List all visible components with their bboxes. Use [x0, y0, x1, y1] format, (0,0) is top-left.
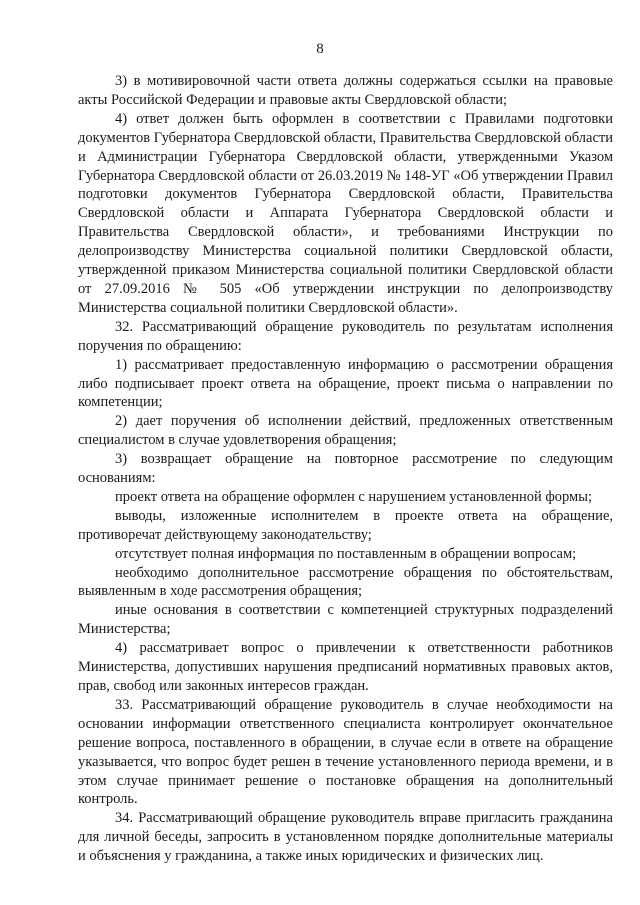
paragraph-ground-form-violation: проект ответа на обращение оформлен с нарушением установленной формы;: [115, 488, 592, 505]
paragraph-clause-32: 32. Рассматривающий обращение руководитель по результатам исполнения поручения по обращению:: [78, 318, 613, 354]
paragraph-ground-additional-review: необходимо дополнительное рассмотрение обращения по обстоятельствам, выявленным в ходе рассмотрения обращения;: [78, 564, 613, 600]
paragraph-item-4: 4) ответ должен быть оформлен в соответствии с Правилами подготовки документов Губернатора Свердловской области, Правительства Свердловской области и Администрации Губернатора Свердловской области, утвержденными Указом Губернатора Свердловской области от 26.03.2019 № 148-УГ «Об утверждении Правил подготовки документов Губернатора Свердловской области, Правительства Свердловской области и Аппарата Губернатора Свердловской области и Правительства Свердловской области», и требованиями Инструкции по делопроизводству Министерства социальной политики Свердловской области, утвержденной приказом Министерства социальной политики Свердловской области от 27.09.2016 № 505 «Об утверждении инструкции по делопроизводству Министерства социальной политики Свердловской области».: [78, 110, 613, 316]
page-number: 8: [316, 41, 324, 57]
paragraph-ground-contradiction: выводы, изложенные исполнителем в проекте ответа на обращение, противоречат действующему законодательству;: [78, 507, 613, 543]
paragraph-clause-32-item-1: 1) рассматривает предоставленную информацию о рассмотрении обращения либо подписывает проект ответа на обращение, проект письма о направлении по компетенции;: [78, 356, 613, 411]
document-body: [78, 72, 613, 866]
paragraph-ground-incomplete-info: отсутствует полная информация по поставленным в обращении вопросам;: [115, 545, 577, 562]
paragraph-ground-other: иные основания в соответствии с компетенцией структурных подразделений Министерства;: [78, 602, 613, 638]
paragraph-clause-32-item-2: 2) дает поручения об исполнении действий, предложенных ответственным специалистом в случае удовлетворения обращения;: [78, 413, 613, 449]
paragraph-clause-33: 33. Рассматривающий обращение руководитель в случае необходимости на основании информации ответственного специалиста контролирует окончательное решение вопроса, поставленного в обращении, в случае если в ответе на обращение указывается, что вопрос будет решен в течение установленного периода времени, и в этом случае принимает решение о постановке обращения на дополнительный контроль.: [78, 696, 613, 808]
paragraph-item-3: 3) в мотивировочной части ответа должны содержаться ссылки на правовые акты Российской Федерации и правовые акты Свердловской области;: [78, 73, 613, 108]
paragraph-clause-34: 34. Рассматривающий обращение руководитель вправе пригласить гражданина для личной беседы, запросить в установленном порядке дополнительные материалы и объяснения у гражданина, а также иных юридических и физических лиц.: [78, 810, 613, 865]
paragraph-clause-32-item-4: 4) рассматривает вопрос о привлечении к ответственности работников Министерства, допустивших нарушения предписаний нормативных правовых актов, прав, свобод или законных интересов граждан.: [78, 640, 613, 694]
paragraph-clause-32-item-3: 3) возвращает обращение на повторное рассмотрение по следующим основаниям:: [78, 451, 613, 487]
